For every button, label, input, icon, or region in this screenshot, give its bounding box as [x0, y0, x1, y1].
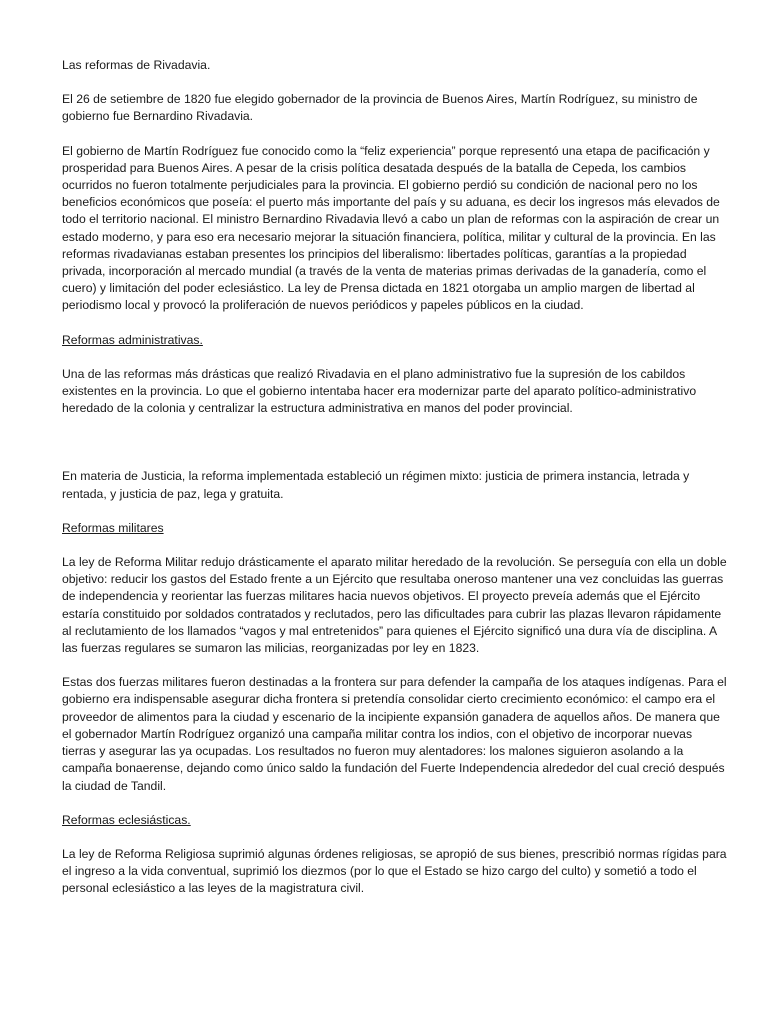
militar-paragraph-2: Estas dos fuerzas militares fueron destinadas a la frontera sur para defender la campaña de los ataques indígenas. Para el gobierno era indispensable asegurar dicha frontera si pretendía consolidar cierto crecimiento económico: el campo era el proveedor de alimentos para la ciudad y escenario de la incipiente expansión ganadera de aquellos años. De manera que el gobernador Martín Rodríguez organizó una campaña militar contra los indios, con el objetivo de incorporar nuevas tierras y asegurar las ya ocupadas. Los resultados no fueron muy alentadores: los malones siguieron asolando a la campaña bonaerense, dejando como único saldo la fundación del Fuerte Independencia alrededor del cual creció después la ciudad de Tandil. — [62, 675, 727, 793]
section-heading-administrativas: Reformas administrativas. — [62, 332, 203, 347]
section-heading-eclesiasticas: Reformas eclesiásticas. — [62, 812, 191, 827]
intro-paragraph: El 26 de setiembre de 1820 fue elegido gobernador de la provincia de Buenos Aires, Martín Rodríguez, su ministro de gobierno fue Bernardino Rivadavia. — [62, 92, 698, 124]
eclesiastica-paragraph: La ley de Reforma Religiosa suprimió algunas órdenes religiosas, se apropió de sus bienes, prescribió normas rígidas para el ingreso a la vida conventual, suprimió los diezmos (por lo que el Estado se hizo cargo del culto) y sometió a todo el personal eclesiástico a las leyes de la magistratura civil. — [62, 846, 727, 896]
justicia-paragraph: En materia de Justicia, la reforma implementada estableció un régimen mixto: justicia de primera instancia, letrada y rentada, y justicia de paz, lega y gratuita. — [62, 469, 690, 501]
document-title: Las reformas de Rivadavia. — [62, 58, 211, 72]
section-heading-militares: Reformas militares — [62, 520, 164, 535]
administrativas-paragraph: Una de las reformas más drásticas que realizó Rivadavia en el plano administrativo fue la supresión de los cabildos existentes en la provincia. Lo que el gobierno intentaba hacer era modernizar parte del aparato político-administrativo heredado de la colonia y centralizar la estructura administrativa en manos del poder provincial. — [62, 366, 697, 416]
militar-paragraph-1: La ley de Reforma Militar redujo drásticamente el aparato militar heredado de la revolución. Se perseguía con ella un doble objetivo: reducir los gastos del Estado frente a un Ejército que resultaba oneroso mantener una vez concluidas las guerras de independencia y reorientar las fuerzas militares hacia nuevos objetivos. El proyecto preveía además que el Ejército estaría constituido por soldados contratados y reclutados, pero las dificultades para cubrir las plazas llevaron rápidamente al reclutamiento de los llamados “vagos y mal entretenidos” para quienes el Ejército significó una dura vía de disciplina. A las fuerzas regulares se sumaron las milicias, reorganizadas por ley en 1823. — [62, 555, 727, 656]
blank-spacer — [62, 434, 728, 468]
feliz-experiencia-paragraph: El gobierno de Martín Rodríguez fue conocido como la “feliz experiencia” porque representó una etapa de pacificación y prosperidad para Buenos Aires. A pesar de la crisis política desatada después de la batalla de Cepeda, los cambios ocurridos no fueron totalmente perjudiciales para la provincia. El gobierno perdió su condición de nacional pero no los beneficios económicos que poseía: el puerto más importante del país y su aduana, es decir los ingresos más elevados de todo el territorio nacional. El ministro Bernardino Rivadavia llevó a cabo un plan de reformas con la aspiración de crear un estado moderno, y para eso era necesario mejorar la situación financiera, política, militar y cultural de la provincia. En las reformas rivadavianas estaban presentes los principios del liberalismo: libertades políticas, garantías a la propiedad privada, incorporación al mercado mundial (a través de la venta de materias primas derivadas de la ganadería, como el cuero) y limitación del poder eclesiástico. La ley de Prensa dictada en 1821 otorgaba un amplio margen de libertad al periodismo local y provocó la proliferación de nuevos periódicos y papeles públicos en la ciudad. — [62, 143, 720, 313]
